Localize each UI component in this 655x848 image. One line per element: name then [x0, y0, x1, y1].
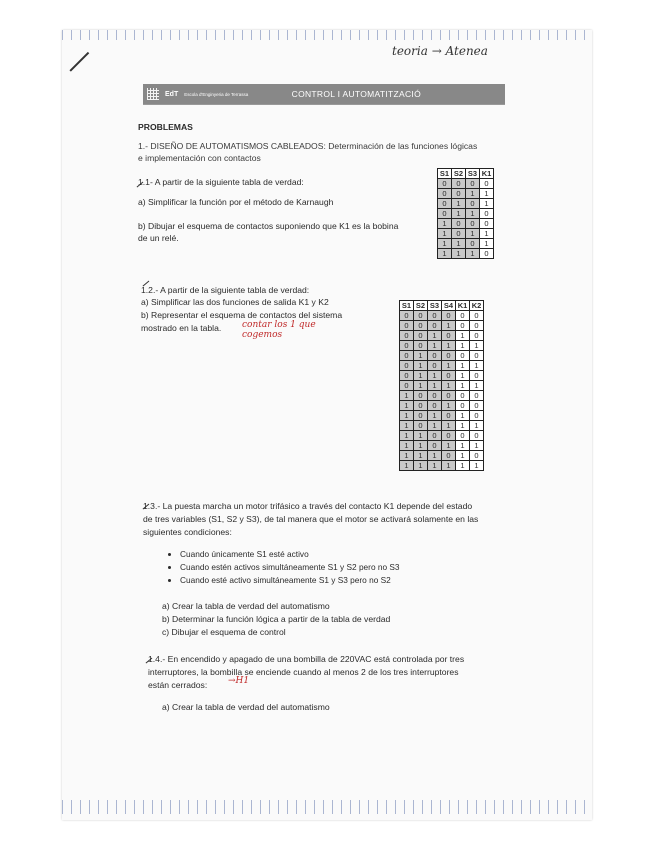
table-cell: 0 — [442, 431, 456, 441]
table-cell: 1 — [456, 441, 470, 451]
p3-item-a: a) Crear la tabla de verdad del automatismo — [162, 601, 330, 611]
table-row — [438, 249, 494, 259]
table-cell: 1 — [456, 421, 470, 431]
table-cell: 1 — [452, 239, 466, 249]
table-cell: 1 — [452, 209, 466, 219]
table-cell: 1 — [470, 361, 484, 371]
table-row — [438, 179, 494, 189]
table-row — [438, 229, 494, 239]
table-header-cell: S3 — [428, 301, 442, 311]
table-cell: 1 — [400, 451, 414, 461]
table-cell: 1 — [442, 381, 456, 391]
table-row — [400, 461, 484, 471]
table-row — [400, 421, 484, 431]
p2-item-b-line2: mostrado en la tabla. — [141, 323, 222, 333]
p3-line1: 1.3.- La puesta marcha un motor trifásico a través del contacto K1 depende del estado — [143, 501, 473, 511]
truth-table-1 — [437, 168, 494, 259]
table-cell: 0 — [400, 381, 414, 391]
table-cell: 1 — [414, 371, 428, 381]
table-cell: 0 — [438, 189, 452, 199]
table-row — [438, 199, 494, 209]
table-cell: 1 — [456, 361, 470, 371]
table-cell: 0 — [442, 311, 456, 321]
table-cell: 1 — [414, 381, 428, 391]
table-cell: 1 — [414, 361, 428, 371]
table-cell: 0 — [470, 371, 484, 381]
table-cell: 1 — [400, 421, 414, 431]
table-cell: 0 — [470, 451, 484, 461]
table-cell: 0 — [442, 411, 456, 421]
list-item: • Cuando únicamente S1 esté activo — [180, 548, 400, 561]
table-cell: 0 — [428, 321, 442, 331]
table-cell: 1 — [442, 441, 456, 451]
table-cell: 1 — [414, 441, 428, 451]
table-row — [438, 189, 494, 199]
table-cell: 0 — [480, 249, 494, 259]
table-cell: 1 — [414, 351, 428, 361]
table-row — [400, 441, 484, 451]
table-header-cell: S2 — [452, 169, 466, 179]
table-cell: 0 — [414, 401, 428, 411]
p3-line3: siguientes condiciones: — [143, 527, 232, 537]
table-cell: 0 — [414, 311, 428, 321]
table-row — [400, 311, 484, 321]
table-cell: 0 — [470, 401, 484, 411]
p3-conditions-list — [168, 548, 400, 587]
table-cell: 1 — [442, 321, 456, 331]
table-cell: 0 — [470, 431, 484, 441]
p4-line1: 1.4.- En encendido y apagado de una bombilla de 220VAC está controlada por tres — [148, 654, 465, 664]
table-cell: 0 — [442, 451, 456, 461]
table-cell: 0 — [470, 331, 484, 341]
table-cell: 1 — [414, 431, 428, 441]
table-cell: 0 — [470, 391, 484, 401]
table-cell: 1 — [480, 229, 494, 239]
table-cell: 0 — [456, 431, 470, 441]
p1-intro: 1.1- A partir de la siguiente tabla de verdad: — [138, 177, 304, 187]
table-cell: 1 — [442, 341, 456, 351]
table-row — [400, 341, 484, 351]
p2-item-b-line1: b) Representar el esquema de contactos del sistema — [141, 310, 343, 320]
handwritten-note-red: contar los 1 que cogemos — [242, 320, 316, 340]
table-cell: 1 — [456, 371, 470, 381]
table-row — [400, 391, 484, 401]
table-cell: 0 — [400, 361, 414, 371]
list-item: • Cuando esté activo simultáneamente S1 y S3 pero no S2 — [180, 574, 400, 587]
table-cell: 1 — [438, 219, 452, 229]
section-title-2: e implementación con contactos — [138, 153, 261, 163]
p3-item-b: b) Determinar la función lógica a partir de la tabla de verdad — [162, 614, 391, 624]
course-title: CONTROL I AUTOMATITZACIÓ — [291, 89, 421, 99]
table-cell: 0 — [452, 229, 466, 239]
table-row — [400, 401, 484, 411]
table-cell: 0 — [400, 311, 414, 321]
handwritten-note-top: teoria → Atenea — [392, 44, 488, 58]
table-row — [400, 381, 484, 391]
table-cell: 0 — [414, 421, 428, 431]
table-cell: 0 — [428, 311, 442, 321]
table-cell: 1 — [456, 331, 470, 341]
table-cell: 0 — [466, 239, 480, 249]
table-cell: 0 — [452, 219, 466, 229]
table-cell: 0 — [428, 401, 442, 411]
table-cell: 1 — [456, 381, 470, 391]
table-cell: 0 — [470, 321, 484, 331]
p2-item-a: a) Simplificar las dos funciones de salida K1 y K2 — [141, 297, 329, 307]
table-cell: 0 — [400, 351, 414, 361]
table-cell: 1 — [438, 249, 452, 259]
table-cell: 1 — [400, 461, 414, 471]
table-cell: 1 — [466, 249, 480, 259]
table-cell: 1 — [400, 391, 414, 401]
table-cell: 1 — [428, 421, 442, 431]
table-cell: 0 — [456, 351, 470, 361]
table-cell: 0 — [400, 371, 414, 381]
table-row — [400, 361, 484, 371]
table-header-cell: K1 — [480, 169, 494, 179]
table-cell: 0 — [428, 351, 442, 361]
table-header-cell: K2 — [470, 301, 484, 311]
table-cell: 0 — [428, 391, 442, 401]
table-cell: 1 — [442, 361, 456, 371]
p4-line3: están cerrados: — [148, 680, 208, 690]
table-cell: 0 — [466, 199, 480, 209]
table-cell: 1 — [442, 461, 456, 471]
table-cell: 0 — [414, 341, 428, 351]
top-ruler — [62, 30, 592, 40]
table-cell: 1 — [480, 189, 494, 199]
table-cell: 1 — [456, 341, 470, 351]
table-cell: 1 — [428, 461, 442, 471]
table-cell: 0 — [470, 351, 484, 361]
table-cell: 1 — [456, 451, 470, 461]
table-cell: 0 — [456, 401, 470, 411]
table-cell: 0 — [428, 431, 442, 441]
table-header-cell: S1 — [400, 301, 414, 311]
table-cell: 0 — [480, 179, 494, 189]
table-cell: 0 — [428, 441, 442, 451]
table-cell: 0 — [438, 209, 452, 219]
table-cell: 0 — [428, 361, 442, 371]
table-cell: 0 — [456, 391, 470, 401]
table-cell: 1 — [480, 199, 494, 209]
table-cell: 0 — [480, 209, 494, 219]
table-cell: 1 — [466, 209, 480, 219]
table-cell: 0 — [400, 331, 414, 341]
table-cell: 1 — [414, 461, 428, 471]
table-cell: 0 — [466, 179, 480, 189]
section-title-1: 1.- DISEÑO DE AUTOMATISMOS CABLEADOS: Determinación de las funciones lógicas — [138, 141, 478, 151]
table-row — [400, 321, 484, 331]
table-cell: 0 — [438, 199, 452, 209]
table-cell: 1 — [428, 451, 442, 461]
truth-table-2 — [399, 300, 484, 471]
table-row — [400, 451, 484, 461]
table-cell: 1 — [438, 239, 452, 249]
table-cell: 0 — [480, 219, 494, 229]
p1-item-a: a) Simplificar la función por el método de Karnaugh — [138, 197, 334, 207]
school-grid-icon — [147, 88, 159, 100]
table-cell: 0 — [470, 311, 484, 321]
table-cell: 0 — [470, 411, 484, 421]
table-cell: 1 — [456, 411, 470, 421]
table-header-cell: S1 — [438, 169, 452, 179]
table-header-cell: S4 — [442, 301, 456, 311]
table-cell: 0 — [414, 391, 428, 401]
table-cell: 1 — [414, 451, 428, 461]
table-cell: 1 — [452, 249, 466, 259]
table-header-cell: K1 — [456, 301, 470, 311]
table-row — [400, 351, 484, 361]
table-cell: 1 — [428, 341, 442, 351]
list-item: • Cuando estén activos simultáneamente S1 y S2 pero no S3 — [180, 561, 400, 574]
table-cell: 1 — [466, 189, 480, 199]
p2-intro: 1.2.- A partir de la siguiente tabla de verdad: — [141, 285, 310, 295]
table-row — [400, 371, 484, 381]
table-cell: 1 — [400, 431, 414, 441]
table-cell: 0 — [414, 321, 428, 331]
table-header-cell: S2 — [414, 301, 428, 311]
bottom-ruler — [62, 800, 592, 814]
p4-item-a: a) Crear la tabla de verdad del automatismo — [162, 702, 330, 712]
table-cell: 0 — [414, 411, 428, 421]
table-cell: 0 — [414, 331, 428, 341]
table-cell: 0 — [456, 321, 470, 331]
problems-heading: PROBLEMAS — [138, 122, 193, 132]
table-cell: 0 — [442, 351, 456, 361]
table-cell: 1 — [470, 381, 484, 391]
table-cell: 1 — [428, 381, 442, 391]
table-cell: 1 — [466, 229, 480, 239]
table-cell: 0 — [442, 331, 456, 341]
table-cell: 1 — [428, 371, 442, 381]
p4-line2: interruptores, la bombilla se enciende cuando al menos 2 de los tres interruptores — [148, 667, 459, 677]
table-cell: 1 — [470, 441, 484, 451]
table-cell: 1 — [442, 401, 456, 411]
table-cell: 0 — [438, 179, 452, 189]
table-row — [400, 411, 484, 421]
table-row — [400, 331, 484, 341]
table-cell: 1 — [470, 461, 484, 471]
table-cell: 0 — [466, 219, 480, 229]
table-cell: 1 — [428, 331, 442, 341]
table-cell: 1 — [400, 441, 414, 451]
table-row — [438, 209, 494, 219]
table-cell: 1 — [400, 401, 414, 411]
table-cell: 1 — [470, 341, 484, 351]
header-divider — [143, 104, 505, 105]
p1-item-b-line2: de un relé. — [138, 233, 179, 243]
table-cell: 1 — [470, 421, 484, 431]
table-cell: 1 — [400, 411, 414, 421]
table-cell: 1 — [456, 461, 470, 471]
table-cell: 1 — [480, 239, 494, 249]
table-cell: 0 — [442, 371, 456, 381]
table-cell: 0 — [456, 311, 470, 321]
table-header-cell: S3 — [466, 169, 480, 179]
table-cell: 0 — [452, 179, 466, 189]
table-cell: 1 — [428, 411, 442, 421]
table-cell: 1 — [438, 229, 452, 239]
table-cell: 1 — [452, 199, 466, 209]
table-cell: 0 — [442, 391, 456, 401]
table-cell: 0 — [400, 341, 414, 351]
document-header — [143, 84, 505, 104]
school-name: Escola d'Enginyeria de Terrassa — [184, 91, 249, 97]
table-row — [438, 239, 494, 249]
table-cell: 1 — [442, 421, 456, 431]
school-logo: EdT — [165, 90, 179, 98]
table-row — [400, 431, 484, 441]
p3-item-c: c) Dibujar el esquema de control — [162, 627, 286, 637]
table-cell: 0 — [400, 321, 414, 331]
table-cell: 0 — [452, 189, 466, 199]
p3-line2: de tres variables (S1, S2 y S3), de tal manera que el motor se activará solamente en las — [143, 514, 479, 524]
handwritten-note-red-2: →H1 — [228, 676, 250, 686]
p1-item-b-line1: b) Dibujar el esquema de contactos suponiendo que K1 es la bobina — [138, 221, 399, 231]
table-row — [438, 219, 494, 229]
